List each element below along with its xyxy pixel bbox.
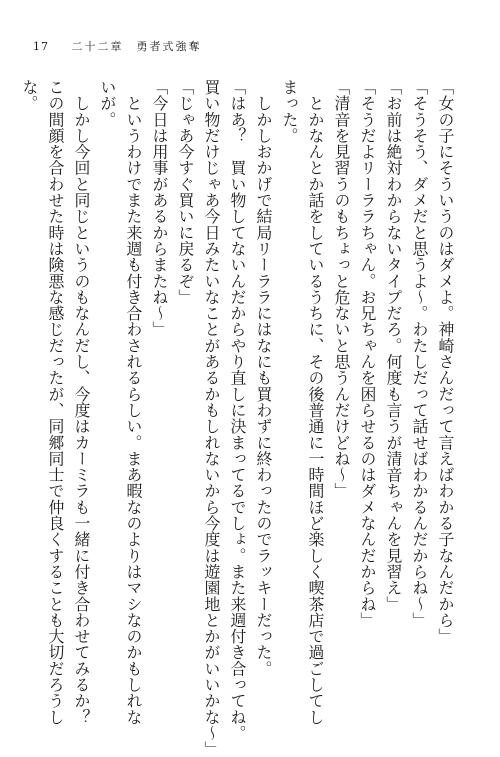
chapter-title: 二十二章 勇者式強奪 (71, 40, 202, 53)
page-number: 17 (33, 40, 49, 53)
text-line: まった。 (280, 79, 299, 144)
text-line: 「清音を見習うのもちょっと危ないと思うんだけどね～」 (332, 79, 351, 499)
body-text (20, 79, 458, 757)
text-line: な。 (20, 79, 39, 112)
running-header (33, 38, 202, 54)
text-line: 「女の子にそういうのはダメよ。神崎さんだって言えばわかる子なんだから」 (436, 79, 455, 645)
text-line: いが。 (98, 79, 117, 128)
text-line: 「お前は絶対わからないタイプだろ。何度も言うが清音ちゃんを見習え」 (384, 79, 403, 612)
text-line: とかなんとか話をしているうちに、その後普通に一時間ほど楽しく喫茶店で過ごしてし (306, 79, 325, 725)
text-line: 「じゃあ今すぐ買いに戻るぞ」 (176, 79, 195, 306)
text-line: 「はあ？ 買い物してないんだからやり直しに決まってるでしょ。また来週付き合ってね。 (228, 79, 247, 742)
text-line: というわけでまた来週も付き合わされるらしい。まあ暇なのよりはマシなのかもしれな (124, 79, 143, 725)
text-line: 「今日は用事があるからまたね～」 (150, 79, 169, 338)
text-line: しかし今回と同じというのもなんだし、今度はカーミラも一緒に付き合わせてみるか？ (72, 79, 91, 725)
text-line: 「そうそう、ダメだと思うよ～。わたしだって話せばわかるんだからね～」 (410, 79, 429, 629)
text-line: しかしおかげで結局リーララにはなにも買わずに終わったのでラッキーだった。 (254, 79, 273, 677)
text-line: 買い物だけじゃあ今日みたいなことがあるかもしれないから今度は遊園地とかがいいかな～」 (202, 79, 221, 757)
text-line: この間顔を合わせた時は険悪な感じだったが、同郷同士で仲良くすることも大切だろうし (46, 79, 65, 725)
text-line: 「そうだよリーララちゃん。お兄ちゃんを困らせるのはダメなんだからね」 (358, 79, 377, 629)
